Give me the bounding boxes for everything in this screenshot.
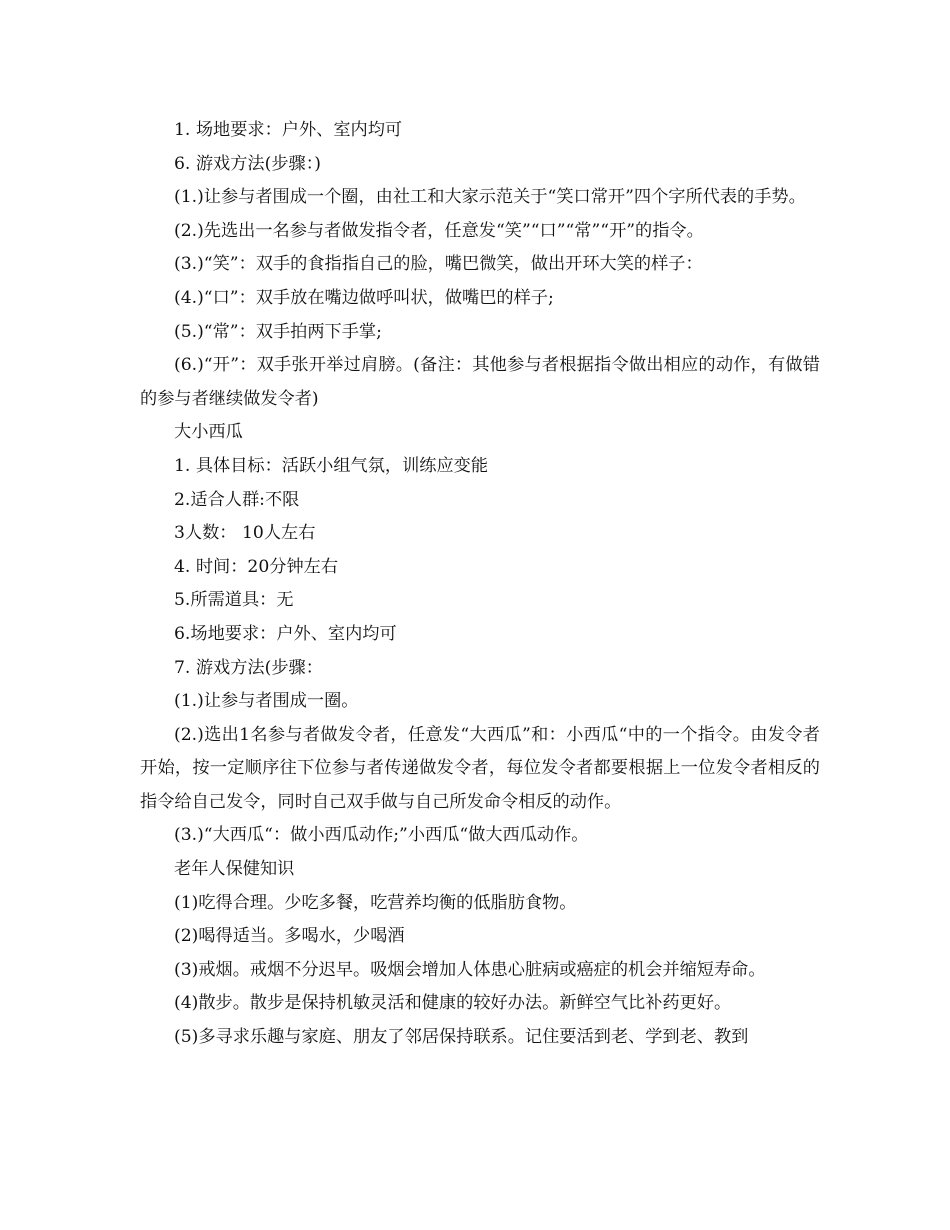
paragraph: (4)散步。散步是保持机敏灵活和健康的较好办法。新鲜空气比补药更好。 [174,993,732,1014]
paragraph: 5.所需道具：无 [174,590,294,611]
paragraph: 2.适合人群:不限 [174,489,300,510]
paragraph: (2)喝得适当。多喝水，少喝酒 [174,926,405,947]
paragraph: 6. 游戏方法(步骤：) [174,153,321,174]
paragraph: (2.)先选出一名参与者做发指令者，任意发“笑”“口”“常”“开”的指令。 [174,220,704,241]
paragraph: 3人数： 10人左右 [174,523,316,544]
paragraph: (4.)“口”：双手放在嘴边做呼叫状，做嘴巴的样子; [174,287,554,308]
paragraph: (5)多寻求乐趣与家庭、朋友了邻居保持联系。记住要活到老、学到老、教到 [174,1027,749,1048]
paragraph: 4. 时间：20分钟左右 [174,556,339,577]
paragraph: (3.)“笑”：双手的食指指自己的脸，嘴巴微笑，做出开环大笑的样子： [174,254,703,275]
paragraph: 6.场地要求：户外、室内均可 [174,623,397,644]
paragraph: (3.)“大西瓜“：做小西瓜动作;”小西瓜“做大西瓜动作。 [174,825,589,846]
section-heading: 大小西瓜 [174,422,243,443]
paragraph: (2.)选出1名参与者做发令者，任意发“大西瓜”和：小西瓜“中的一个指令。由发令者开始，按一定顺序往下位参与者传递做发令者，每位发令者都要根据上一位发令者相反的指令给自己发令，同时自己双手做与自己所发命令相反的动作。 [140,724,820,812]
paragraph: 1. 具体目标：活跃小组气氛，训练应变能 [174,455,489,476]
paragraph: 7. 游戏方法(步骤： [174,657,323,678]
paragraph: 1. 场地要求：户外、室内均可 [174,120,403,140]
paragraph: (3)戒烟。戒烟不分迟早。吸烟会增加人体患心脏病或癌症的机会并缩短寿命。 [174,959,766,980]
paragraph: (1)吃得合理。少吃多餐，吃营养均衡的低脂肪食物。 [174,892,577,913]
document-body [140,114,820,1055]
paragraph: (5.)“常”：双手拍两下手掌; [174,321,382,342]
section-heading: 老年人保健知识 [174,859,295,880]
paragraph: (6.)“开”：双手张开举过肩膀。(备注：其他参与者根据指令做出相应的动作，有做错的参与者继续做发令者) [140,355,820,409]
paragraph: (1.)让参与者围成一圈。 [174,691,359,712]
paragraph: (1.)让参与者围成一个圈，由社工和大家示范关于“笑口常开”四个字所代表的手势。 [174,187,806,208]
